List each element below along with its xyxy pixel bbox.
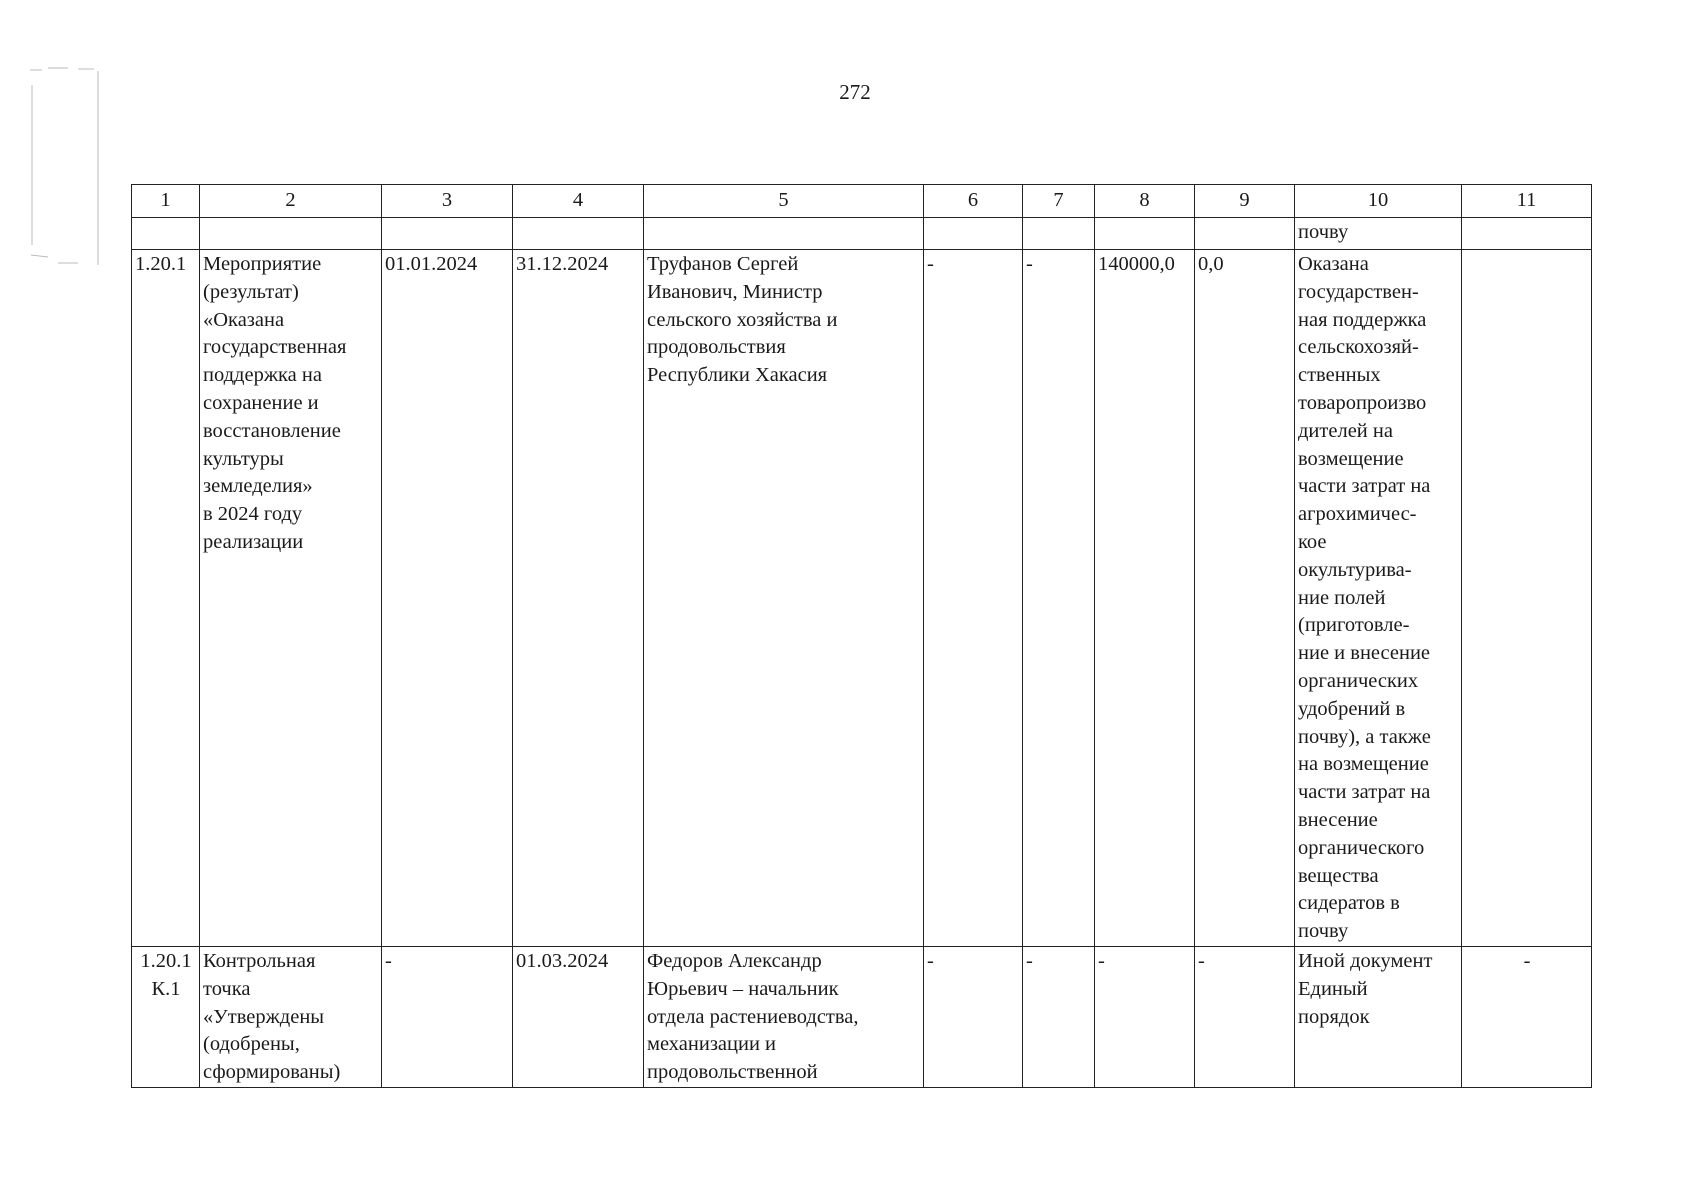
table-cell: - [924, 250, 1023, 947]
activity-name: Мероприятие (результат) «Оказана государственная поддержка на сохранение и восстановление культуры земледелия» в 2024 году реализации [200, 250, 382, 947]
column-number: 9 [1195, 185, 1295, 218]
table-cell [1462, 218, 1592, 250]
start-date: 01.01.2024 [382, 250, 513, 947]
responsible-person: Федоров Александр Юрьевич – начальник отдела растениеводства, механизации и продовольственной [644, 946, 924, 1087]
table-cell [132, 218, 200, 250]
table-cell: - [1023, 250, 1095, 947]
table-cell [924, 218, 1023, 250]
item-number: 1.20.1 [132, 250, 200, 947]
column-number: 8 [1095, 185, 1195, 218]
amount: - [1195, 946, 1295, 1087]
column-number: 1 [132, 185, 200, 218]
table-row [132, 946, 1592, 1087]
amount: 140000,0 [1095, 250, 1195, 947]
column-number: 5 [644, 185, 924, 218]
table-cell: - [1023, 946, 1095, 1087]
table-cell: - [1462, 946, 1592, 1087]
column-number: 3 [382, 185, 513, 218]
amount: - [1095, 946, 1195, 1087]
column-number: 7 [1023, 185, 1095, 218]
table-cell [644, 218, 924, 250]
scan-artifact [28, 65, 108, 275]
table-cell [513, 218, 644, 250]
result-description: Оказана государствен- ная поддержка сельскохозяй- ственных товаропроизво дителей на возмещение части затрат на агрохимичес- кое окультурива- ние полей (приготовле- ние и внесение органических удобрений в почву), а также на возмещение части затрат на внесение органического вещества сидератов в почву [1295, 250, 1462, 947]
end-date: 31.12.2024 [513, 250, 644, 947]
column-number-row [132, 185, 1592, 218]
column-number: 10 [1295, 185, 1462, 218]
table-cell [1023, 218, 1095, 250]
table-cell [1195, 218, 1295, 250]
table-cell [1462, 250, 1592, 947]
column-number: 2 [200, 185, 382, 218]
table-cell [1095, 218, 1195, 250]
amount: 0,0 [1195, 250, 1295, 947]
start-date: - [382, 946, 513, 1087]
column-number: 4 [513, 185, 644, 218]
table-row [132, 250, 1592, 947]
activity-name: Контрольная точка «Утверждены (одобрены, сформированы) [200, 946, 382, 1087]
table-cell: - [924, 946, 1023, 1087]
result-description: Иной документ Единый порядок [1295, 946, 1462, 1087]
end-date: 01.03.2024 [513, 946, 644, 1087]
result-continuation: почву [1295, 218, 1462, 250]
table-cell [200, 218, 382, 250]
table-cell [382, 218, 513, 250]
responsible-person: Труфанов Сергей Иванович, Министр сельского хозяйства и продовольствия Республики Хакасия [644, 250, 924, 947]
column-number: 6 [924, 185, 1023, 218]
item-number: 1.20.1 К.1 [132, 946, 200, 1087]
column-number: 11 [1462, 185, 1592, 218]
page-number: 272 [839, 80, 871, 104]
activity-table [131, 184, 1592, 1088]
continuation-row [132, 218, 1592, 250]
